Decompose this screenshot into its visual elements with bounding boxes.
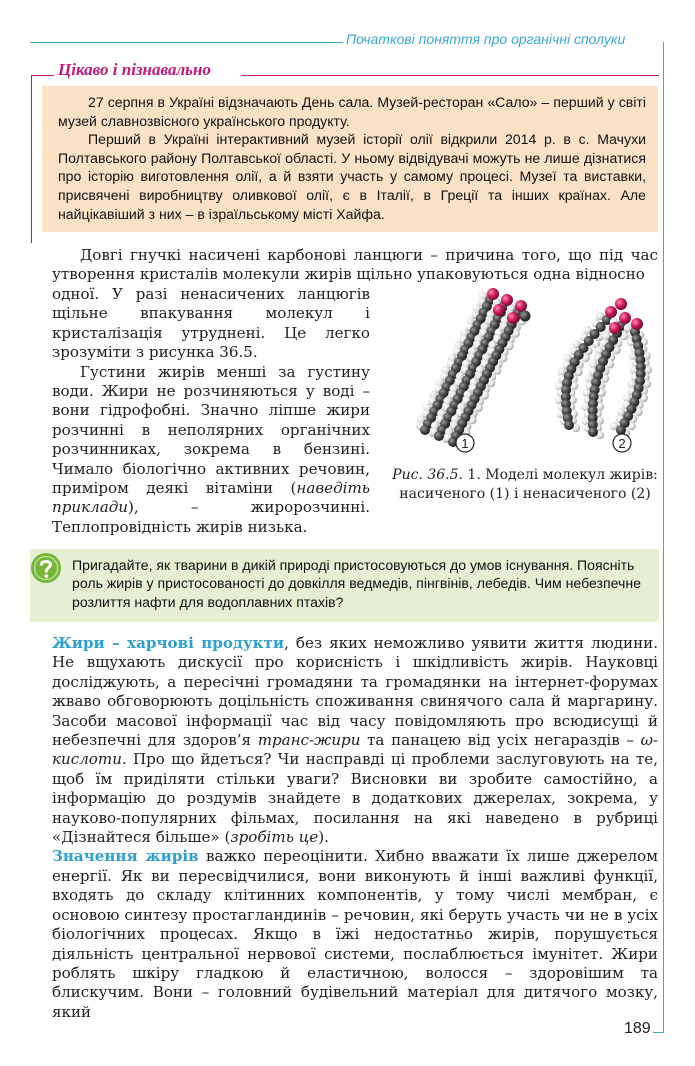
fat-molecules-figure: [385, 280, 660, 470]
main-text: [52, 634, 658, 1022]
figure-label: Рис. 36.5.: [392, 467, 463, 483]
page-number: 189: [624, 1020, 651, 1037]
oxygen-atom: [631, 318, 643, 330]
figure-caption: [392, 466, 658, 503]
oxygen-atom: [615, 298, 627, 310]
body-column: [52, 285, 370, 537]
oxygen-atom: [515, 300, 527, 312]
carbon-atom: [520, 311, 531, 322]
main-p1-italic-2: ω-кислоти: [52, 731, 658, 769]
oxygen-atom: [507, 312, 519, 324]
oxygen-atom: [493, 304, 505, 316]
carbon-atom: [588, 427, 598, 437]
interesting-box: [42, 86, 658, 232]
body-column-paragraph-2: [52, 363, 370, 538]
page-number-rule: [653, 1032, 664, 1033]
main-p1-d: ).: [318, 828, 329, 847]
main-p2-a: важко переоцінити. Хибно вважати їх лише джерелом енергії. Як ви пересвідчилися, вони виконують й інші важливі функції, входять до складу клітинних компонентів, у тому числі мембран, є основою синтезу простагландинів – речовин, які беруть участь чи не в усіх біологічних процесах. Якщо в їжі недостатньо жирів, порушується діяльність центральної нервової системи, послаблюється імунітет. Жири роблять шкіру гладкою й еластичною, волосся – здоровішим та блискучим. Вони – головний будівельний матеріал для дитячого мозку, який: [52, 847, 658, 1021]
main-paragraph-1: [52, 634, 658, 847]
main-p1-c: . Про що йдеться? Чи насправді ці проблеми заслуговують на те, щоб їм приділяти стільки уваги? Висновки ви зробите самостійно, а інформацію до роздумів знайдете в додаткових джерелах, зокрема, у науково-популярних фільмах, посилання на які наведено в рубриці «Дізнайтеся більше» (: [52, 750, 658, 847]
main-paragraph-2: [52, 847, 658, 1022]
p2-text-b: ), – жиророзчинні. Теплопровідність жирів низька.: [52, 498, 370, 536]
p2-text-a: Густини жирів менші за густину води. Жири не розчиняються у воді – вони гідрофобні. Значно ліпше жири розчинні в неполярних органічних розчинниках, зокрема в бензині. Чимало біологічно активних речовин, приміром деякі вітаміни (: [52, 362, 370, 498]
body-column-paragraph-1: одної. У разі ненасичених ланцюгів щільне впакування молекул і кристалізація утруднені. Це легко зрозуміти з рисунка 36.5.: [52, 285, 370, 362]
interesting-paragraph-1: 27 серпня в Україні відзначають День сала. Музей-ресторан «Сало» – перший у світі музей славнозвісного українського продукту.: [58, 94, 646, 129]
oxygen-atom: [605, 306, 617, 318]
marker-1: 1: [461, 436, 469, 451]
marker-2: 2: [618, 436, 626, 451]
question-text: Пригадайте, як тварини в дикій природі пристосовуються до умов існування. Поясніть роль жирів у пристосованості до довкілля ведмедів, пінгвінів, лебедів. Чим небезпечне розлиття нафти для водоплавних птахів?: [72, 557, 641, 610]
saturated-molecule-model: [416, 288, 531, 449]
main-p1-a: , без яких неможливо уявити життя людини. Не вщухають дискусії про корисність і шкідливість жирів. Науковці досліджують, а пересічні громадяни та громадянки на інтернет-форумах жваво обговорюють доцільність споживання свинячого сала й маргарину. Засоби масової інформації час від часу повідомляють про всюдисущі й небезпечні для здоров’я: [52, 634, 658, 750]
interesting-title: Цікаво і пізнавально: [58, 60, 211, 79]
carbon-atom: [420, 425, 430, 435]
unsaturated-molecule-model: [555, 298, 652, 439]
interesting-rule-right: [241, 75, 659, 76]
running-header: Початкові поняття про органічні сполуки: [346, 31, 626, 47]
fats-food-heading: Жири – харчові продукти: [52, 634, 285, 652]
interesting-rule-vertical: [31, 75, 32, 243]
oxygen-atom: [501, 294, 513, 306]
body-paragraph-1: Довгі гнучкі насичені карбонові ланцюги – причина того, що під час утворення кристалів молекули жирів щільно упаковуються одна відносно: [52, 246, 658, 284]
main-p1-b: та панацею від усіх негараздів –: [360, 731, 641, 750]
oxygen-atom: [487, 288, 499, 300]
carbon-atom: [564, 420, 574, 430]
oxygen-atom: [619, 312, 631, 324]
interesting-paragraph-2: Перший в Україні інтерактивний музей історії олії відкрили 2014 р. в с. Мачухи Полтавського району Полтавської області. У ньому відвідувачі можуть не лише дізнатися про історію виготовлення олії, а й взяти участь у самому процесі. Музеї та виставки, присвячені виробництву оливкової олії, є в Італії, в Греції та інших країнах. Але найцікавіший з них – в ізраїльському місті Хайфа.: [58, 131, 646, 222]
side-rule: [663, 42, 664, 1032]
header-rule: [30, 42, 343, 43]
question-mark-icon: [30, 552, 62, 584]
carbon-atom: [434, 431, 444, 441]
p2-italic: наведіть приклади: [52, 479, 370, 517]
interesting-rule-left: [31, 75, 54, 76]
main-p1-italic-3: зробіть це: [230, 828, 319, 847]
oxygen-atom: [609, 322, 621, 334]
fats-value-heading: Значення жирів: [52, 847, 199, 866]
figure-caption-text: 1. Моделі молекул жирів: насиченого (1) і ненасиченого (2): [399, 467, 658, 502]
main-p1-italic-1: транс-жири: [257, 731, 361, 750]
